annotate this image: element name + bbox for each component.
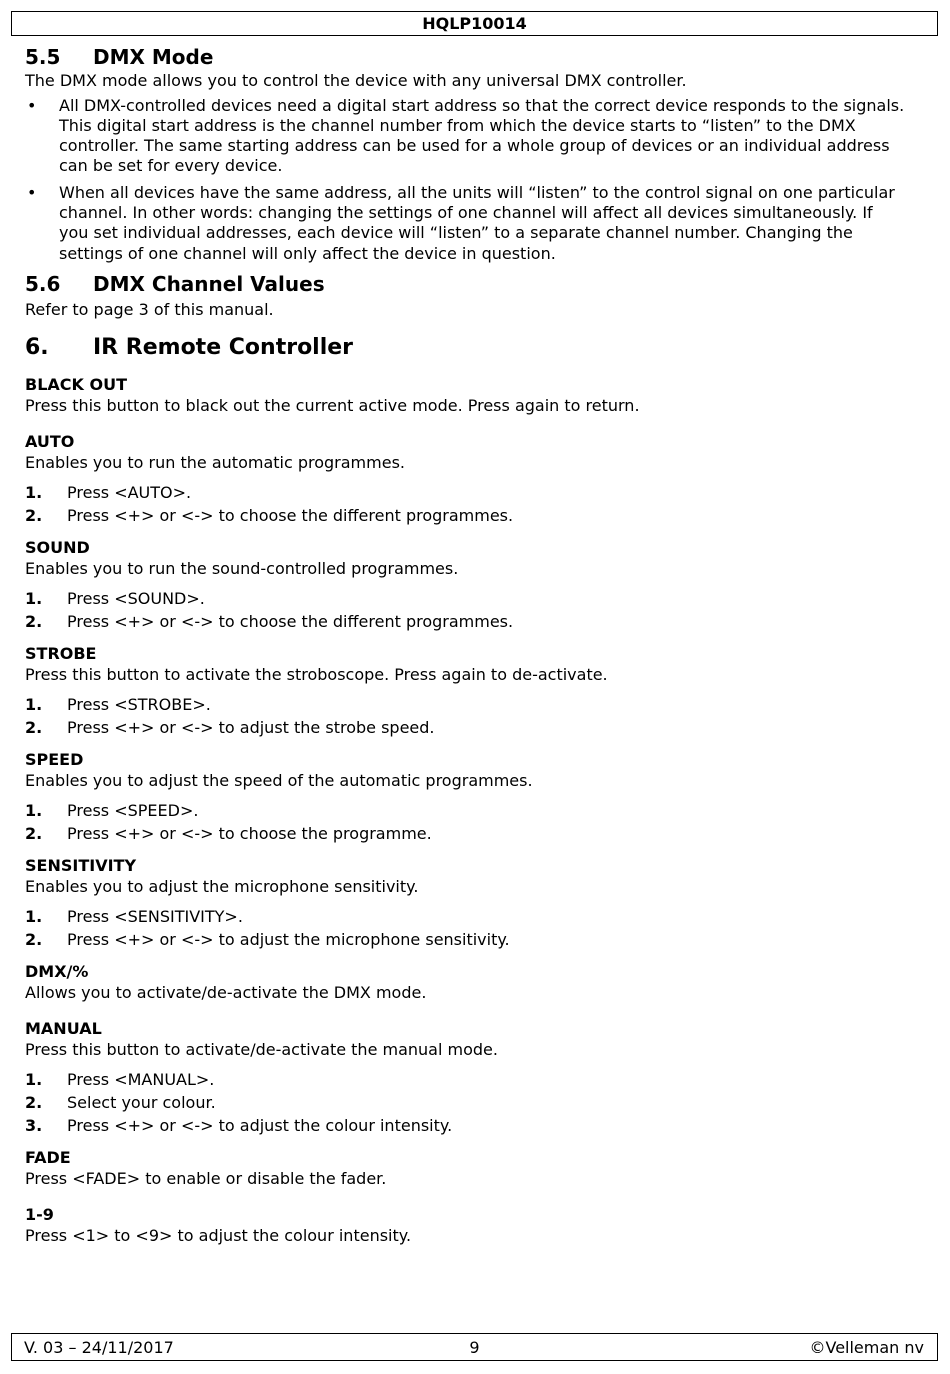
- control-desc: Press <1> to <9> to adjust the colour intensity.: [25, 1225, 412, 1245]
- step-number: 2.: [25, 1093, 43, 1113]
- control-desc: Press this button to black out the current active mode. Press again to return.: [25, 395, 640, 415]
- bullet-item: [25, 183, 905, 264]
- step-text: Press <+> or <-> to adjust the strobe speed.: [67, 718, 435, 738]
- control-desc: Enables you to run the automatic programmes.: [25, 452, 405, 472]
- step-list: [25, 1068, 905, 1137]
- step-number: 1.: [25, 695, 43, 715]
- step-number: 3.: [25, 1116, 43, 1136]
- control-name: MANUAL: [25, 1019, 102, 1039]
- step-item: [25, 481, 905, 504]
- control-desc: Enables you to run the sound-controlled programmes.: [25, 558, 459, 578]
- step-number: 2.: [25, 824, 43, 844]
- control-block-sound: [25, 538, 905, 633]
- step-text: Press <+> or <-> to adjust the microphone sensitivity.: [67, 930, 510, 950]
- step-item: [25, 693, 905, 716]
- step-item: [25, 716, 905, 739]
- step-text: Press <SPEED>.: [67, 801, 199, 821]
- control-block-dmx: [25, 962, 905, 1003]
- control-desc: Press this button to activate the stroboscope. Press again to de-activate.: [25, 664, 608, 684]
- step-list: [25, 799, 905, 845]
- control-block-manual: [25, 1019, 905, 1137]
- step-text: Press <AUTO>.: [67, 483, 192, 503]
- step-item: [25, 504, 905, 527]
- bullet-item: [25, 96, 905, 177]
- control-desc: Enables you to adjust the microphone sensitivity.: [25, 876, 419, 896]
- bullet-list: [25, 96, 905, 264]
- chapter-number: 6.: [25, 335, 49, 361]
- page-footer: [11, 1333, 938, 1361]
- step-item: [25, 1068, 905, 1091]
- section-intro: The DMX mode allows you to control the device with any universal DMX controller.: [25, 71, 687, 90]
- control-name: SOUND: [25, 538, 90, 558]
- section-text: Refer to page 3 of this manual.: [25, 299, 274, 319]
- control-name: FADE: [25, 1148, 71, 1168]
- step-item: [25, 799, 905, 822]
- step-text: Press <SENSITIVITY>.: [67, 907, 243, 927]
- step-text: Press <+> or <-> to choose the different programmes.: [67, 612, 514, 632]
- chapter-title: IR Remote Controller: [93, 335, 354, 361]
- control-block-1-9: [25, 1205, 905, 1246]
- control-block-sensitivity: [25, 856, 905, 951]
- control-name: STROBE: [25, 644, 97, 664]
- section-title: DMX Mode: [93, 45, 214, 69]
- control-name: BLACK OUT: [25, 375, 127, 395]
- step-text: Press <STROBE>.: [67, 695, 211, 715]
- section-heading-dmx-mode: [25, 43, 905, 71]
- step-text: Press <SOUND>.: [67, 589, 205, 609]
- step-item: [25, 928, 905, 951]
- control-block-fade: [25, 1148, 905, 1189]
- step-text: Press <MANUAL>.: [67, 1070, 215, 1090]
- step-number: 2.: [25, 506, 43, 526]
- control-desc: Press <FADE> to enable or disable the fader.: [25, 1168, 387, 1188]
- control-name: AUTO: [25, 432, 75, 452]
- control-block-strobe: [25, 644, 905, 739]
- chapter-heading-ir-remote: [25, 333, 905, 363]
- step-number: 1.: [25, 589, 43, 609]
- page-header: [11, 11, 938, 36]
- step-text: Select your colour.: [67, 1093, 216, 1113]
- version-date: V. 03 – 24/11/2017: [24, 1338, 174, 1357]
- step-list: [25, 905, 905, 951]
- control-block-speed: [25, 750, 905, 845]
- control-desc: Enables you to adjust the speed of the automatic programmes.: [25, 770, 533, 790]
- bullet-icon: •: [27, 182, 37, 202]
- bullet-icon: •: [27, 95, 37, 115]
- control-block-black-out: [25, 375, 905, 416]
- step-text: Press <+> or <-> to choose the programme.: [67, 824, 432, 844]
- control-desc: Allows you to activate/de-activate the DMX mode.: [25, 982, 427, 1002]
- step-number: 2.: [25, 612, 43, 632]
- step-number: 2.: [25, 718, 43, 738]
- step-text: Press <+> or <-> to adjust the colour intensity.: [67, 1116, 453, 1136]
- control-desc: Press this button to activate/de-activate the manual mode.: [25, 1039, 498, 1059]
- section-heading-dmx-channel-values: [25, 270, 905, 298]
- model-number: HQLP10014: [422, 14, 527, 33]
- step-text: Press <+> or <-> to choose the different programmes.: [67, 506, 514, 526]
- step-item: [25, 905, 905, 928]
- step-number: 2.: [25, 930, 43, 950]
- control-name: 1-9: [25, 1205, 54, 1225]
- control-block-auto: [25, 432, 905, 527]
- bullet-text: When all devices have the same address, all the units will “listen” to the control signal on one particular channel. In other words: changing the settings of one channel will affect all devices simultaneously. If you set individual addresses, each device will “listen” to a separate channel number. Changing the settings of one channel will only affect the device in question.: [59, 182, 895, 263]
- section-number: 5.5: [25, 45, 61, 69]
- step-item: [25, 822, 905, 845]
- step-item: [25, 1091, 905, 1114]
- page-number: 9: [469, 1338, 480, 1357]
- step-item: [25, 1114, 905, 1137]
- control-name: DMX/%: [25, 962, 89, 982]
- bullet-text: All DMX-controlled devices need a digital start address so that the correct device responds to the signals. This digital start address is the channel number from which the device starts to “listen” to the DMX controller. The same starting address can be used for a whole group of devices or an individual address can be set for every device.: [59, 95, 905, 176]
- step-list: [25, 587, 905, 633]
- step-number: 1.: [25, 907, 43, 927]
- copyright: ©Velleman nv: [809, 1338, 924, 1357]
- page-content: [25, 43, 905, 1246]
- section-number: 5.6: [25, 271, 61, 296]
- control-name: SPEED: [25, 750, 84, 770]
- step-number: 1.: [25, 801, 43, 821]
- step-item: [25, 610, 905, 633]
- section-title: DMX Channel Values: [93, 271, 325, 296]
- step-list: [25, 693, 905, 739]
- step-number: 1.: [25, 483, 43, 503]
- control-name: SENSITIVITY: [25, 856, 137, 876]
- step-list: [25, 481, 905, 527]
- step-number: 1.: [25, 1070, 43, 1090]
- step-item: [25, 587, 905, 610]
